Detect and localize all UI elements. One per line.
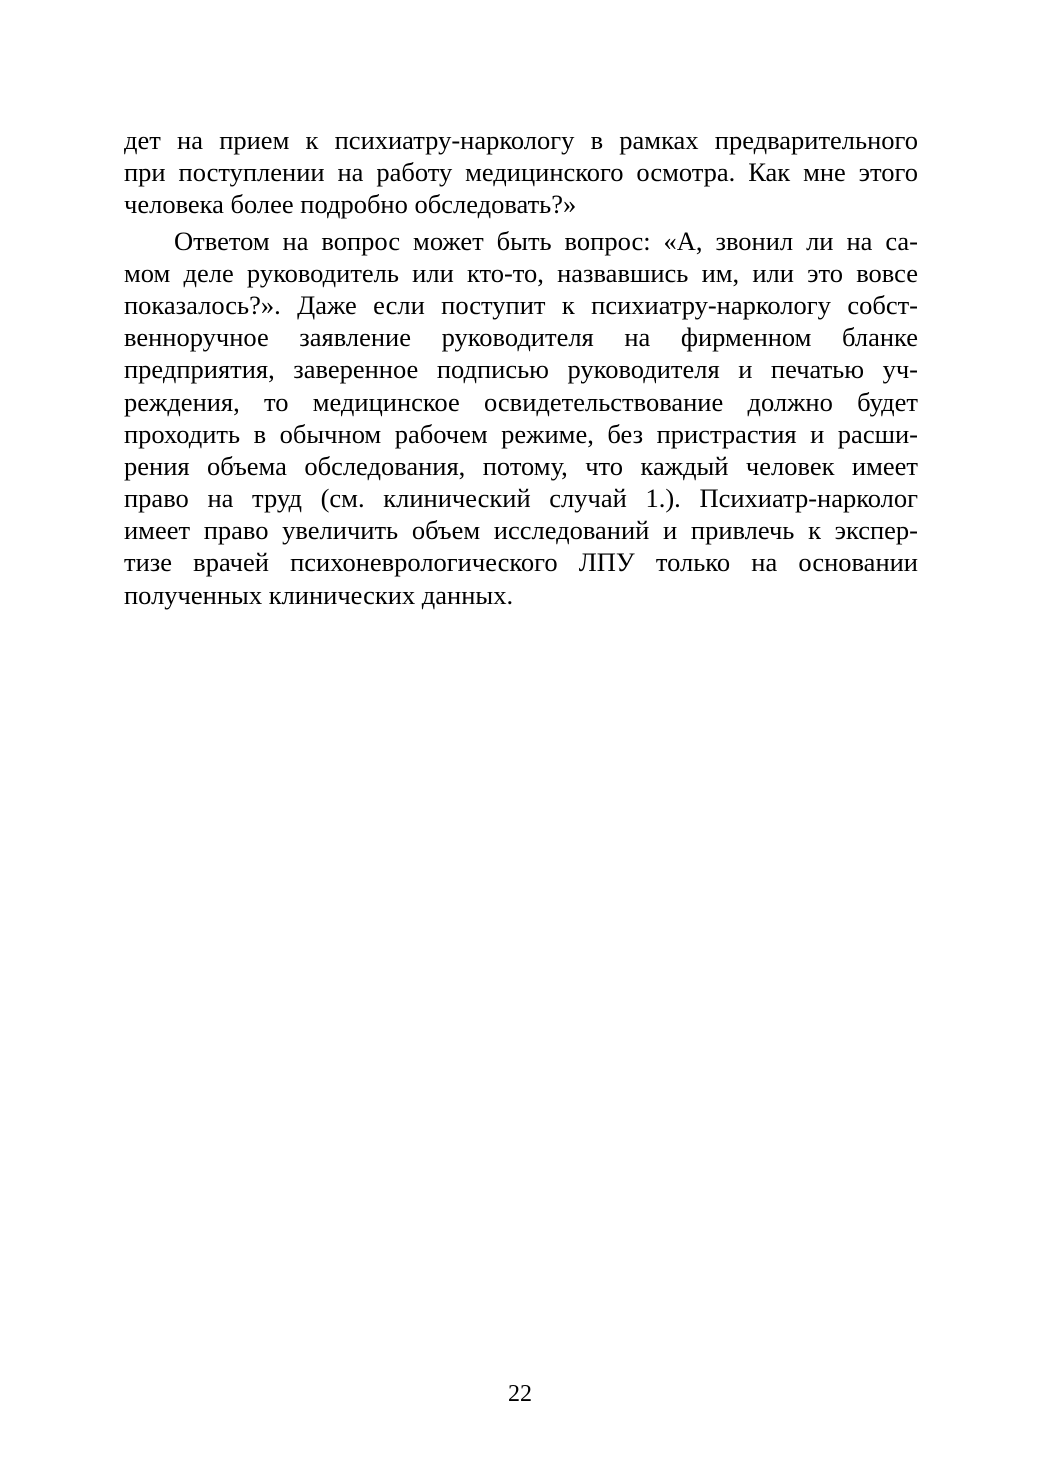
text-line: Ответом на вопрос может быть вопрос: «А, звонил ли на са- — [174, 225, 918, 256]
body-text — [124, 124, 918, 611]
text-line: право на труд (см. клинический случай 1.). Психиатр-нарколог — [124, 483, 918, 514]
text-line: дет на прием к психиатру-наркологу в рамках предварительного — [124, 125, 918, 155]
text-line: проходить в обычном рабочем режиме, без пристрастия и расши- — [124, 418, 918, 449]
text-line: человека более подробно обследовать?» — [124, 189, 577, 220]
text-line: венноручное заявление руководителя на фирменном бланке — [124, 322, 918, 353]
paragraph-2 — [124, 225, 918, 611]
text-line: полученных клинических данных. — [124, 579, 514, 610]
text-line: показалось?». Даже если поступит к психиатру-наркологу собст- — [124, 289, 918, 320]
text-line: рения объема обследования, потому, что каждый человек имеет — [124, 450, 918, 481]
paragraph-1 — [124, 124, 918, 221]
page-number: 22 — [508, 1381, 532, 1407]
text-line: имеет право увеличить объем исследований и привлечь к экспер- — [124, 515, 918, 546]
text-line: мом деле руководитель или кто-то, назвавшись им, или это вовсе — [124, 257, 918, 288]
text-line: предприятия, заверенное подписью руководителя и печатью уч- — [124, 354, 918, 385]
text-line: тизе врачей психоневрологического ЛПУ только на основании — [124, 547, 918, 578]
text-line: реждения, то медицинское освидетельствование должно будет — [124, 386, 918, 417]
text-line: при поступлении на работу медицинского осмотра. Как мне этого — [124, 157, 918, 188]
